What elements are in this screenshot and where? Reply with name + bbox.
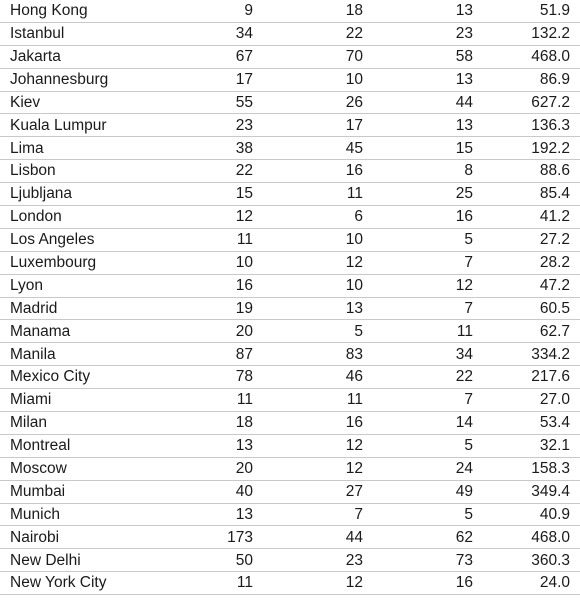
value-cell-3: 62 <box>455 528 473 546</box>
value-cell-1: 55 <box>235 93 253 111</box>
value-cell-3: 16 <box>455 208 473 226</box>
table-row <box>0 160 580 183</box>
value-cell-1: 18 <box>235 414 253 432</box>
value-cell-4: 28.2 <box>539 253 570 271</box>
value-cell-3: 58 <box>455 47 473 65</box>
city-cell: Manama <box>10 322 71 340</box>
value-cell-4: 86.9 <box>539 70 570 88</box>
value-cell-2: 26 <box>345 93 363 111</box>
value-cell-1: 15 <box>235 185 253 203</box>
value-cell-1: 78 <box>235 368 253 386</box>
table-row <box>0 320 580 343</box>
value-cell-1: 20 <box>235 460 253 477</box>
city-cell: Miami <box>10 391 52 409</box>
value-cell-3: 22 <box>455 368 473 386</box>
city-cell: Manila <box>10 345 56 363</box>
value-cell-1: 17 <box>235 70 253 88</box>
value-cell-1: 173 <box>227 528 253 546</box>
value-cell-2: 23 <box>345 551 363 569</box>
value-cell-2: 16 <box>345 414 363 432</box>
value-cell-2: 10 <box>345 276 363 294</box>
city-cell: Nairobi <box>10 528 60 546</box>
value-cell-2: 11 <box>346 391 363 409</box>
table-row <box>0 137 580 160</box>
value-cell-2: 12 <box>345 253 363 271</box>
value-cell-4: 468.0 <box>531 47 570 65</box>
table-row <box>0 298 580 321</box>
value-cell-1: 67 <box>235 47 253 65</box>
value-cell-3: 49 <box>455 482 473 500</box>
value-cell-1: 11 <box>236 391 253 409</box>
value-cell-2: 12 <box>345 574 363 592</box>
value-cell-2: 46 <box>345 368 363 386</box>
value-cell-3: 13 <box>455 2 473 20</box>
city-cell: Luxembourg <box>10 253 97 271</box>
table-row <box>0 23 580 46</box>
table-row <box>0 46 580 69</box>
value-cell-1: 16 <box>235 276 253 294</box>
value-cell-3: 15 <box>455 139 473 157</box>
value-cell-3: 5 <box>464 505 473 523</box>
table-row <box>0 572 580 595</box>
table-row <box>0 69 580 92</box>
value-cell-3: 13 <box>455 70 473 88</box>
value-cell-1: 34 <box>235 25 253 43</box>
value-cell-1: 50 <box>235 551 253 569</box>
table-row <box>0 366 580 389</box>
value-cell-4: 27.2 <box>539 231 570 249</box>
city-cell: Jakarta <box>10 47 61 65</box>
city-cell: London <box>10 208 62 226</box>
value-cell-4: 88.6 <box>539 162 570 180</box>
value-cell-3: 7 <box>464 391 473 409</box>
value-cell-4: 24.0 <box>539 574 570 592</box>
table-row <box>0 412 580 435</box>
value-cell-4: 62.7 <box>539 322 570 340</box>
value-cell-4: 85.4 <box>539 185 570 203</box>
value-cell-2: 10 <box>345 70 363 88</box>
value-cell-2: 5 <box>354 322 363 340</box>
value-cell-1: 87 <box>235 345 253 363</box>
table-row <box>0 0 580 23</box>
value-cell-2: 27 <box>345 482 363 500</box>
city-cell: Los Angeles <box>10 231 95 249</box>
value-cell-4: 27.0 <box>539 391 570 409</box>
value-cell-1: 23 <box>235 116 253 134</box>
table-row <box>0 526 580 549</box>
value-cell-2: 12 <box>345 460 363 477</box>
value-cell-3: 12 <box>455 276 473 294</box>
value-cell-3: 7 <box>464 299 473 317</box>
table-row <box>0 435 580 458</box>
city-cell: Mexico City <box>10 368 91 386</box>
value-cell-3: 24 <box>455 460 473 477</box>
city-cell: Lisbon <box>10 162 56 180</box>
value-cell-4: 360.3 <box>531 551 570 569</box>
value-cell-3: 23 <box>455 25 473 43</box>
value-cell-3: 7 <box>464 253 473 271</box>
value-cell-4: 627.2 <box>531 93 570 111</box>
city-cell: Lyon <box>10 276 44 294</box>
table-row <box>0 92 580 115</box>
value-cell-1: 40 <box>235 482 253 500</box>
table-row <box>0 229 580 252</box>
value-cell-4: 136.3 <box>531 116 570 134</box>
table-row <box>0 206 580 229</box>
table-row <box>0 275 580 298</box>
value-cell-4: 32.1 <box>539 437 570 455</box>
city-cell: Mumbai <box>10 482 66 500</box>
value-cell-4: 53.4 <box>539 414 570 432</box>
value-cell-2: 44 <box>345 528 363 546</box>
city-cell: New Delhi <box>10 551 81 569</box>
value-cell-3: 16 <box>455 574 473 592</box>
value-cell-4: 349.4 <box>531 482 570 500</box>
table-row <box>0 504 580 527</box>
value-cell-1: 13 <box>235 437 253 455</box>
value-cell-3: 73 <box>455 551 473 569</box>
value-cell-2: 83 <box>345 345 363 363</box>
value-cell-1: 11 <box>236 574 253 592</box>
value-cell-1: 13 <box>235 505 253 523</box>
value-cell-2: 10 <box>345 231 363 249</box>
value-cell-4: 192.2 <box>531 139 570 157</box>
table-row <box>0 343 580 366</box>
value-cell-1: 19 <box>235 299 253 317</box>
value-cell-2: 7 <box>354 505 363 523</box>
value-cell-2: 17 <box>345 116 363 134</box>
city-cell: Montreal <box>10 437 71 455</box>
value-cell-1: 38 <box>235 139 253 157</box>
city-cell: Istanbul <box>10 25 65 43</box>
value-cell-2: 45 <box>345 139 363 157</box>
value-cell-2: 11 <box>346 185 363 203</box>
value-cell-1: 20 <box>235 322 253 340</box>
city-cell: Madrid <box>10 299 58 317</box>
table-row <box>0 114 580 137</box>
value-cell-1: 9 <box>244 2 253 20</box>
value-cell-4: 51.9 <box>539 2 570 20</box>
city-cell: Milan <box>10 414 48 432</box>
value-cell-3: 11 <box>456 322 473 340</box>
value-cell-3: 5 <box>464 437 473 455</box>
table-row <box>0 458 580 481</box>
city-cell: Kiev <box>10 93 41 111</box>
city-cell: Johannesburg <box>10 70 109 88</box>
city-cell: New York City <box>10 574 107 592</box>
value-cell-2: 70 <box>345 47 363 65</box>
value-cell-3: 13 <box>455 116 473 134</box>
value-cell-2: 22 <box>345 25 363 43</box>
city-cell: Lima <box>10 139 44 157</box>
value-cell-4: 40.9 <box>539 505 570 523</box>
value-cell-4: 60.5 <box>539 299 570 317</box>
value-cell-4: 132.2 <box>531 25 570 43</box>
value-cell-3: 8 <box>464 162 473 180</box>
table-row <box>0 549 580 572</box>
value-cell-1: 11 <box>236 231 253 249</box>
city-cell: Kuala Lumpur <box>10 116 107 134</box>
value-cell-4: 468.0 <box>531 528 570 546</box>
value-cell-1: 12 <box>235 208 253 226</box>
value-cell-3: 25 <box>455 185 473 203</box>
value-cell-3: 5 <box>464 231 473 249</box>
city-cell: Munich <box>10 505 60 523</box>
city-cell: Hong Kong <box>10 2 88 20</box>
value-cell-4: 217.6 <box>531 368 570 386</box>
value-cell-2: 16 <box>345 162 363 180</box>
value-cell-4: 47.2 <box>539 276 570 294</box>
value-cell-3: 14 <box>455 414 473 432</box>
city-cell: Moscow <box>10 460 67 477</box>
value-cell-1: 10 <box>235 253 253 271</box>
value-cell-1: 22 <box>235 162 253 180</box>
value-cell-3: 44 <box>455 93 473 111</box>
value-cell-2: 13 <box>345 299 363 317</box>
city-cell: Ljubljana <box>10 185 73 203</box>
value-cell-3: 34 <box>455 345 473 363</box>
value-cell-2: 18 <box>345 2 363 20</box>
value-cell-4: 158.3 <box>531 460 570 477</box>
table-row <box>0 183 580 206</box>
value-cell-2: 6 <box>354 208 363 226</box>
value-cell-4: 41.2 <box>539 208 570 226</box>
table-row <box>0 252 580 275</box>
value-cell-4: 334.2 <box>531 345 570 363</box>
value-cell-2: 12 <box>345 437 363 455</box>
table-row <box>0 389 580 412</box>
table-row <box>0 481 580 504</box>
